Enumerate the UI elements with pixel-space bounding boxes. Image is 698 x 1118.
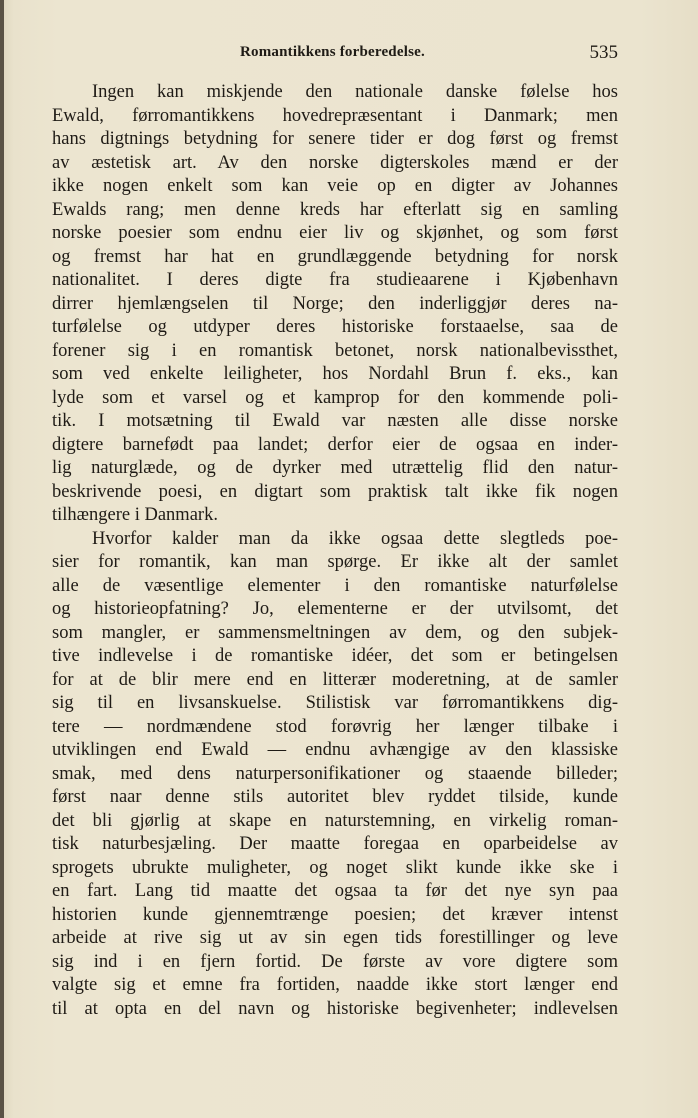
text-line: det bli gjørlig at skape en naturstemning, en virkelig roman- [52,810,618,831]
text-line: sig ind i en fjern fortid. De første av vore digtere som [52,951,618,972]
text-line: turfølelse og utdyper deres historiske forstaaelse, saa de [52,317,618,337]
text-line: lyde som et varsel og et kamprop for den kommende poli- [52,387,618,408]
text-line: arbeide at rive sig ut av sin egen tids forestillinger og leve [52,928,618,948]
text-line: alle de væsentlige elementer i den romantiske naturfølelse [52,575,618,596]
text-line: til at opta en del navn og historiske begivenheter; indlevelsen [52,998,618,1019]
text-line: utviklingen end Ewald — endnu avhængige av den klassiske [52,740,618,760]
text-line: beskrivende poesi, en digtart som praktisk talt ikke fik nogen [52,481,618,502]
text-line: og fremst har hat en grundlæggende betydning for norsk [52,246,618,267]
text-line: nationalitet. I deres digte fra studieaarene i Kjøbenhavn [52,270,618,290]
text-line: sier for romantik, kan man spørge. Er ikke alt der samlet [52,552,618,572]
body-text [52,81,618,1021]
text-line: digtere barnefødt paa landet; derfor eier de ogsaa en inder- [52,434,618,455]
text-line: smak, med dens naturpersonifikationer og staaende billeder; [52,763,618,784]
text-line: norske poesier som endnu eier liv og skjønhet, og som først [52,223,618,243]
text-line: først naar denne stils autoritet blev ryddet tilside, kunde [52,787,618,807]
text-line: av æstetisk art. Av den norske digterskoles mænd er der [52,152,618,173]
text-line: tik. I motsætning til Ewald var næsten alle disse norske [52,411,618,431]
text-line: som mangler, er sammensmeltningen av dem, og den subjek- [52,622,618,643]
text-line: en fart. Lang tid maatte det ogsaa ta før det nye syn paa [52,881,618,901]
text-line: tive indlevelse i de romantiske idéer, det som er betingelsen [52,646,618,666]
text-line: valgte sig et emne fra fortiden, naadde ikke stort længer end [52,975,618,995]
text-line: Ewald, førromantikkens hovedrepræsentant i Danmark; men [52,105,618,126]
text-line: hans digtnings betydning for senere tider er dog først og fremst [52,129,618,149]
text-line: sprogets ubrukte muligheter, og noget slikt kunde ikke ske i [52,857,618,878]
text-line: sig til en livsanskuelse. Stilistisk var førromantikkens dig- [52,693,618,713]
text-line: tere — nordmændene stod forøvrig her længer tilbake i [52,716,618,737]
running-title: Romantikkens forberedelse. [240,44,425,60]
text-line: forener sig i en romantisk betonet, norsk nationalbevissthet, [52,340,618,361]
page-header [52,42,618,68]
text-line: tilhængere i Danmark. [52,505,218,525]
text-line: historien kunde gjennemtrænge poesien; det kræver intenst [52,904,618,925]
text-line: lig naturglæde, og de dyrker med utrættelig flid den natur- [52,458,618,478]
text-line: for at de blir mere end en litterær moderetning, at de samler [52,669,618,690]
text-line: Ewalds rang; men denne kreds har efterlatt sig en samling [52,199,618,220]
text-line: dirrer hjemlængselen til Norge; den inderliggjør deres na- [52,293,618,314]
text-line: ikke nogen enkelt som kan veie op en digter av Johannes [52,176,618,196]
text-line: Hvorfor kalder man da ikke ogsaa dette slegtleds poe- [92,528,618,549]
text-line: som ved enkelte leiligheter, hos Nordahl Brun f. eks., kan [52,364,618,384]
text-line: tisk naturbesjæling. Der maatte foregaa en oparbeidelse av [52,834,618,854]
text-line: og historieopfatning? Jo, elementerne er der utvilsomt, det [52,599,618,619]
page-number: 535 [589,42,618,63]
page-spine-edge [0,0,4,1118]
text-line: Ingen kan miskjende den nationale danske følelse hos [92,82,618,102]
